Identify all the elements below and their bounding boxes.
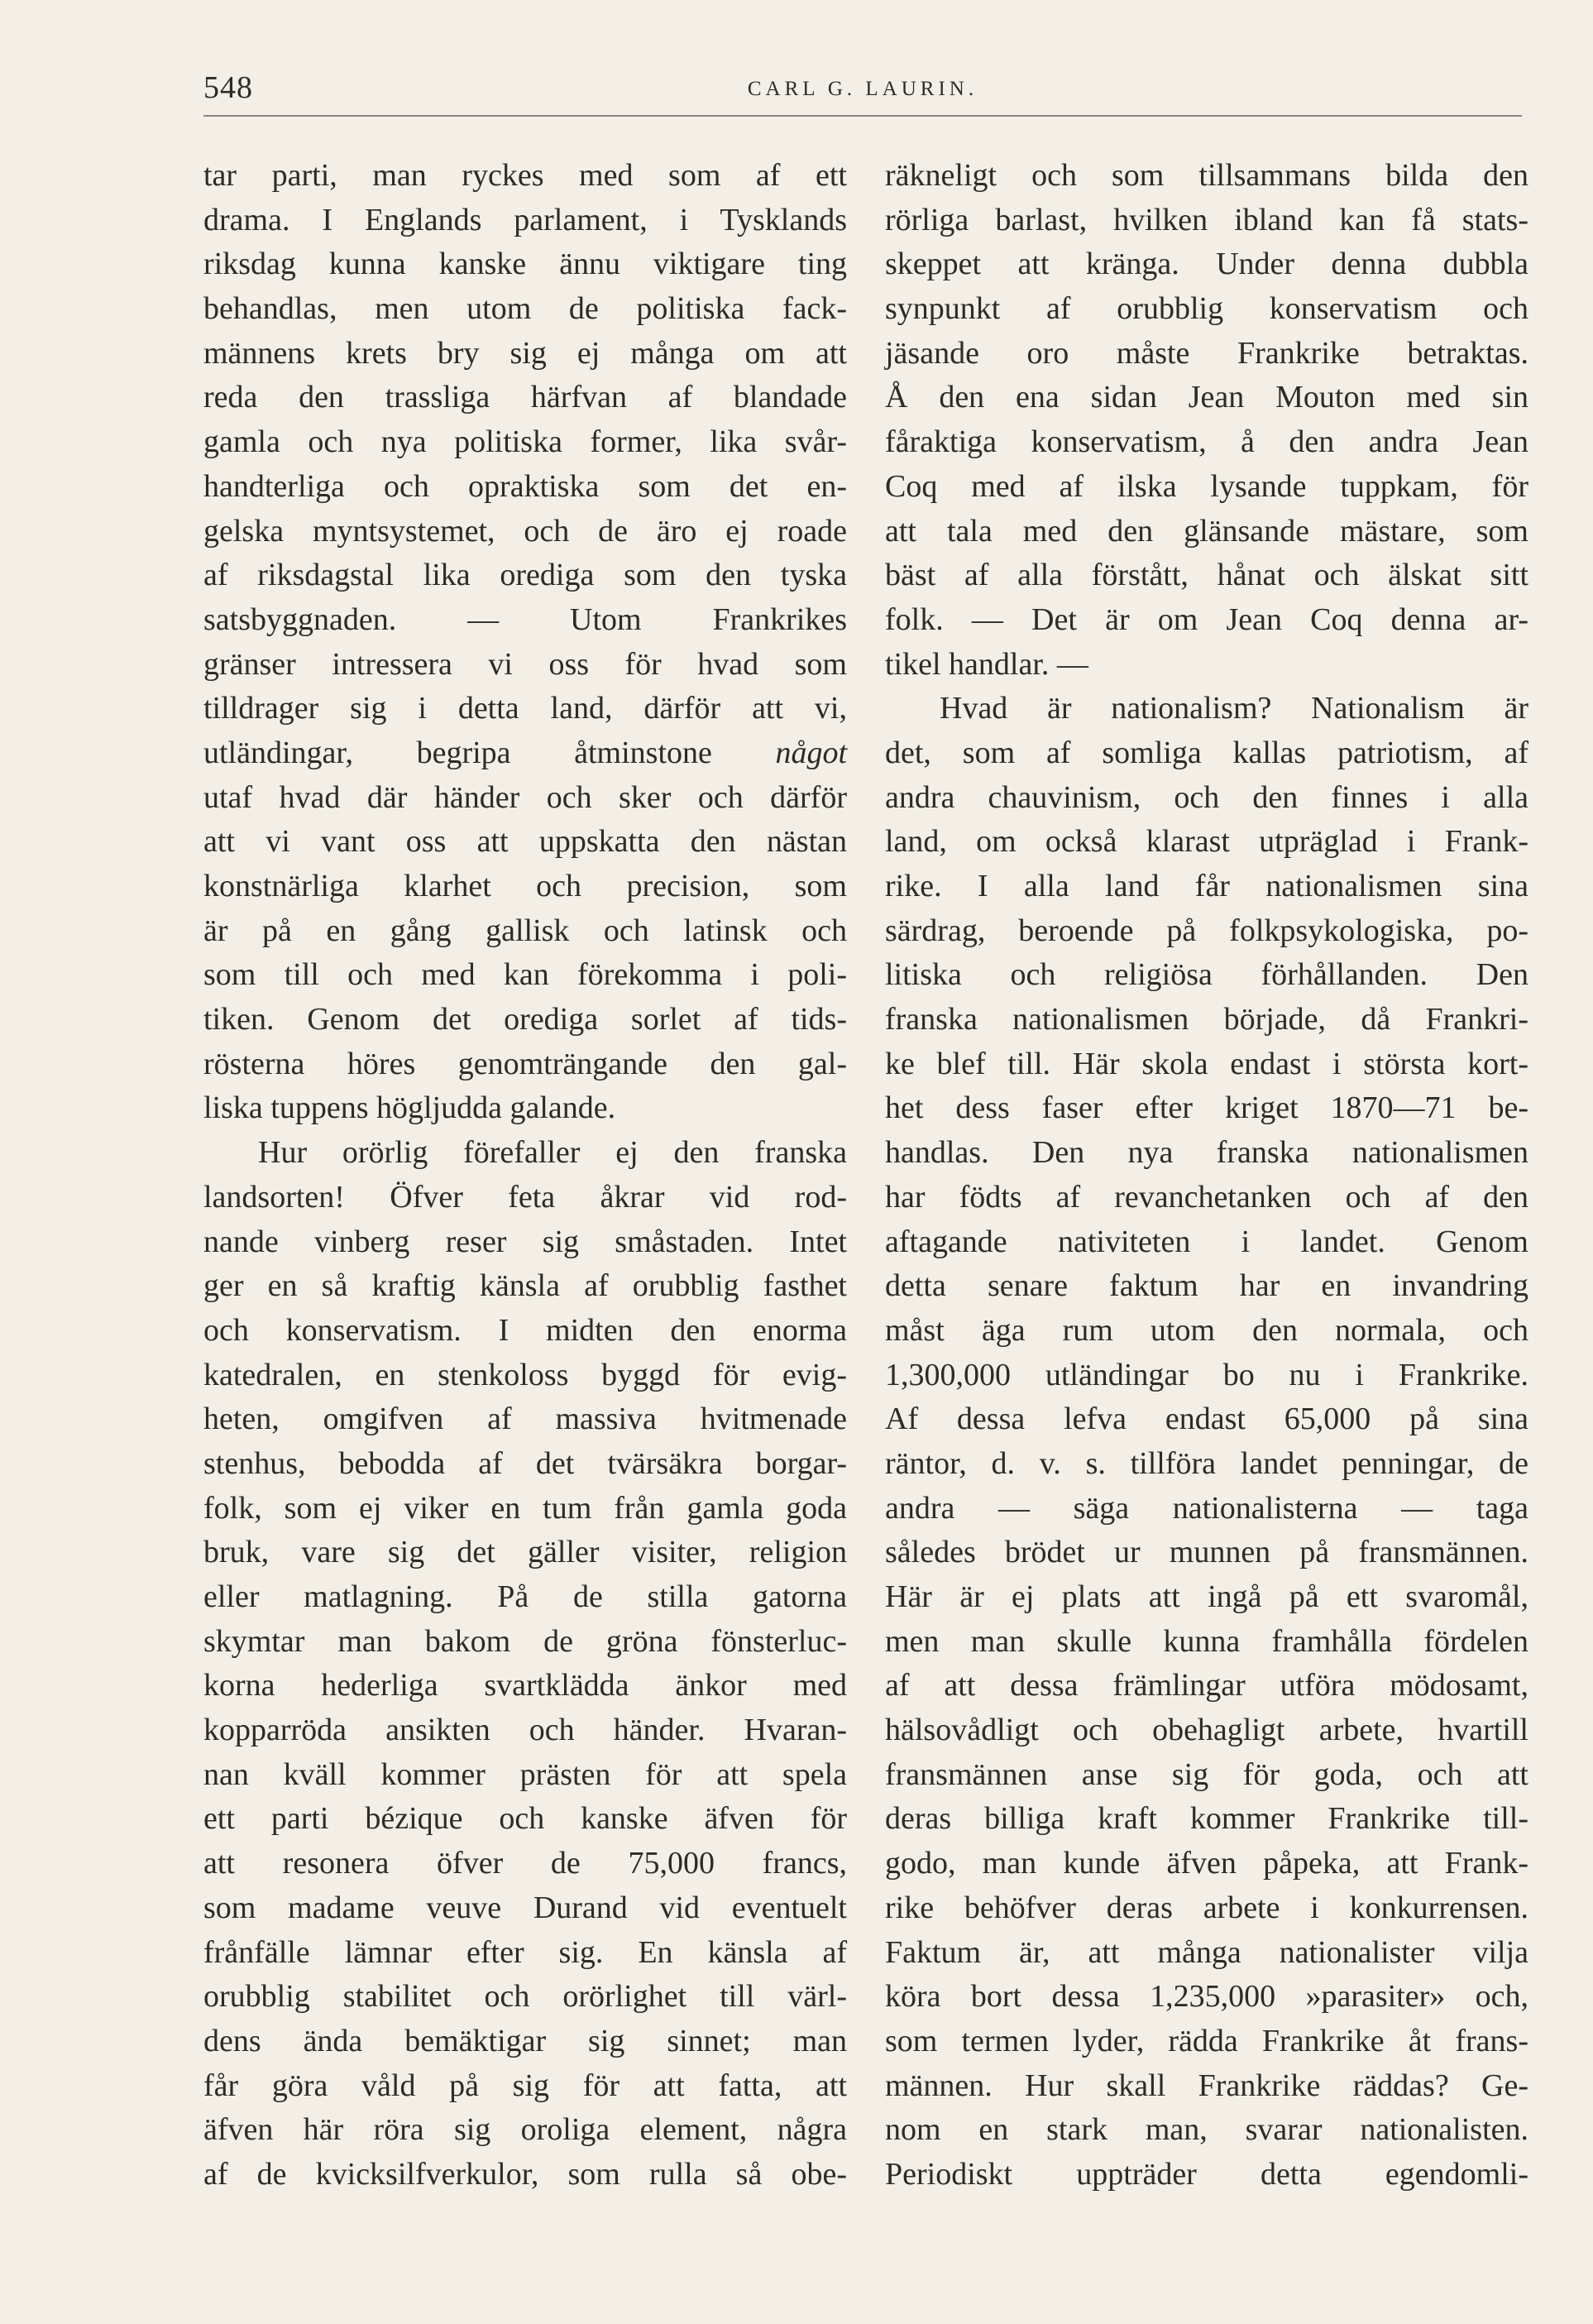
text-line: rike. I alla land får nationalismen sina [885,869,1528,903]
text-line: tikel handlar. — [885,646,1088,682]
text-line: handterliga och opraktiska som det en- [203,468,847,504]
text-line: katedralen, en stenkoloss byggd för evig- [203,1357,847,1392]
text-line: rörliga barlast, hvilken ibland kan få stats- [885,202,1528,237]
text-line: gelska myntsystemet, och de äro ej roade [203,513,847,549]
text-line: korna hederliga svartklädda änkor med [203,1668,847,1703]
text-line: satsbyggnaden. — Utom Frankrikes [203,601,847,637]
text-line: nan kväll kommer prästen för att spela [203,1756,847,1792]
text-line: ger en så kraftig känsla af orubblig fasthet [203,1268,847,1304]
text-line: männen. Hur skall Frankrike räddas? Ge- [885,2068,1528,2103]
text-line: andra chauvinism, och den finnes i alla [885,779,1528,815]
text-line: landsorten! Öfver feta åkrar vid rod- [203,1179,847,1215]
text-line: nom en stark man, svarar nationalisten. [885,2112,1528,2148]
text-line: skeppet att kränga. Under denna dubbla [885,247,1528,282]
text-line: Hvad är nationalism? Nationalism är [940,691,1528,726]
text-line: som till och med kan förekomma i poli- [203,957,847,993]
text-line: reda den trassliga härfvan af blandade [203,380,847,415]
text-line: deras billiga kraft kommer Frankrike till- [885,1801,1528,1837]
text-line: men man skulle kunna framhålla fördelen [885,1623,1528,1659]
text-line: att vi vant oss att uppskatta den nästan [203,824,847,860]
text-line: aftagande nativiteten i landet. Genom [885,1224,1528,1259]
text-line: tar parti, man ryckes med som af ett [203,158,847,193]
text-line: som termen lyder, rädda Frankrike åt frans- [885,2023,1528,2058]
text-line: godo, man kunde äfven påpeka, att Frank- [885,1846,1528,1881]
text-line: riksdag kunna kanske ännu viktigare ting [203,247,847,282]
text-line: af de kvicksilfverkulor, som rulla så obe- [203,2156,847,2192]
text-line: rike behöfver deras arbete i konkurrensen. [885,1890,1528,1925]
text-line: folk. — Det är om Jean Coq denna ar- [885,601,1528,637]
text-line: frånfälle lämnar efter sig. En känsla af [203,1934,847,1970]
text-line: stenhus, bebodda af det tvärsäkra borgar- [203,1445,847,1481]
text-line: behandlas, men utom de politiska fack- [203,291,847,327]
text-line: det, som af somliga kallas patriotism, af [885,735,1528,770]
text-line: detta senare faktum har en invandring [885,1268,1528,1304]
text-line: Å den ena sidan Jean Mouton med sin [885,380,1528,415]
text-line: het dess faser efter kriget 1870—71 be- [885,1090,1528,1126]
text-line: att tala med den glänsande mästare, som [885,513,1528,549]
text-line: heten, omgifven af massiva hvitmenade [203,1402,847,1437]
text-line: Af dessa lefva endast 65,000 på sina [885,1402,1528,1437]
text-line: utaf hvad där händer och sker och därför [203,779,847,815]
text-line: Periodiskt uppträder detta egendomli- [885,2156,1528,2192]
text-line: Coq med af ilska lysande tuppkam, för [885,468,1528,504]
text-line: således brödet ur munnen på fransmännen. [885,1535,1528,1570]
text-line: franska nationalismen började, då Frankri- [885,1002,1528,1037]
text-line: land, om också klarast utpräglad i Frank- [885,824,1528,860]
text-line: Hur orörlig förefaller ej den franska [258,1135,847,1171]
text-line: skymtar man bakom de gröna fönsterluc- [203,1623,847,1659]
text-line: nande vinberg reser sig småstaden. Intet [203,1224,847,1259]
text-line: ett parti bézique och kanske äfven för [203,1801,847,1837]
text-line: räkneligt och som tillsammans bilda den [885,158,1528,193]
text-line: konstnärliga klarhet och precision, som [203,869,847,903]
text-line: tilldrager sig i detta land, därför att vi, [203,691,847,726]
left-column [203,154,847,2197]
text-line: äfven här röra sig oroliga element, några [203,2112,847,2148]
text-line: räntor, d. v. s. tillföra landet penningar, de [885,1445,1528,1481]
text-line: af att dessa främlingar utföra mödosamt, [885,1668,1528,1703]
text-line: orubblig stabilitet och orörlighet till värl- [203,1979,847,2015]
text-line: är på en gång gallisk och latinsk och [203,913,847,948]
text-line: drama. I Englands parlament, i Tysklands [203,202,847,237]
text-line: eller matlagning. På de stilla gatorna [203,1579,847,1614]
text-line: af riksdagstal lika orediga som den tyska [203,558,847,593]
text-line [203,731,847,776]
text-line: bäst af alla förstått, hånat och älskat sitt [885,558,1528,593]
right-column [885,154,1528,2197]
text-line: får göra våld på sig för att fatta, att [203,2068,847,2103]
page-header [203,63,1522,113]
text-line: gränser intressera vi oss för hvad som [203,646,847,682]
text-line: som madame veuve Durand vid eventuelt [203,1890,847,1925]
text-line: måst äga rum utom den normala, och [885,1312,1528,1348]
text-line: liska tuppens högljudda galande. [203,1090,616,1126]
header-rule [203,115,1522,117]
text-line: dens ända bemäktigar sig sinnet; man [203,2023,847,2058]
text-line: 1,300,000 utländingar bo nu i Frankrike. [885,1357,1528,1392]
text-line: männens krets bry sig ej många om att [203,335,847,371]
text-line: Faktum är, att många nationalister vilja [885,1934,1528,1970]
text-line: Här är ej plats att ingå på ett svaromål, [885,1579,1528,1614]
text-line: folk, som ej viker en tum från gamla goda [203,1490,847,1526]
text-line: synpunkt af orubblig konservatism och [885,291,1528,327]
page-number: 548 [203,70,253,105]
text-segment: utländingar, begripa åtminstone [203,735,776,770]
text-line: handlas. Den nya franska nationalismen [885,1135,1528,1171]
italic-word: något [775,735,847,770]
text-line: jäsande oro måste Frankrike betraktas. [885,335,1528,371]
text-line: bruk, vare sig det gäller visiter, religion [203,1535,847,1570]
text-line: kopparröda ansikten och händer. Hvaran- [203,1713,847,1748]
text-line: och konservatism. I midten den enorma [203,1312,847,1348]
text-line: rösterna höres genomträngande den gal- [203,1046,847,1081]
text-line: att resonera öfver de 75,000 francs, [203,1846,847,1881]
text-line: särdrag, beroende på folkpsykologiska, po- [885,913,1528,948]
text-line: tiken. Genom det orediga sorlet af tids- [203,1002,847,1037]
text-line: köra bort dessa 1,235,000 »parasiter» och, [885,1979,1528,2015]
text-line: hälsovådligt och obehagligt arbete, hvartill [885,1713,1528,1748]
text-line: ke blef till. Här skola endast i största kort- [885,1046,1528,1081]
text-line: andra — säga nationalisterna — taga [885,1490,1528,1526]
text-line: har födts af revanchetanken och af den [885,1179,1528,1215]
running-head: CARL G. LAURIN. [747,78,978,100]
text-line: fransmännen anse sig för goda, och att [885,1756,1528,1792]
text-line: fåraktiga konservatism, å den andra Jean [885,424,1528,460]
text-line: gamla och nya politiska former, lika svår- [203,424,847,460]
text-line: litiska och religiösa förhållanden. Den [885,957,1528,993]
